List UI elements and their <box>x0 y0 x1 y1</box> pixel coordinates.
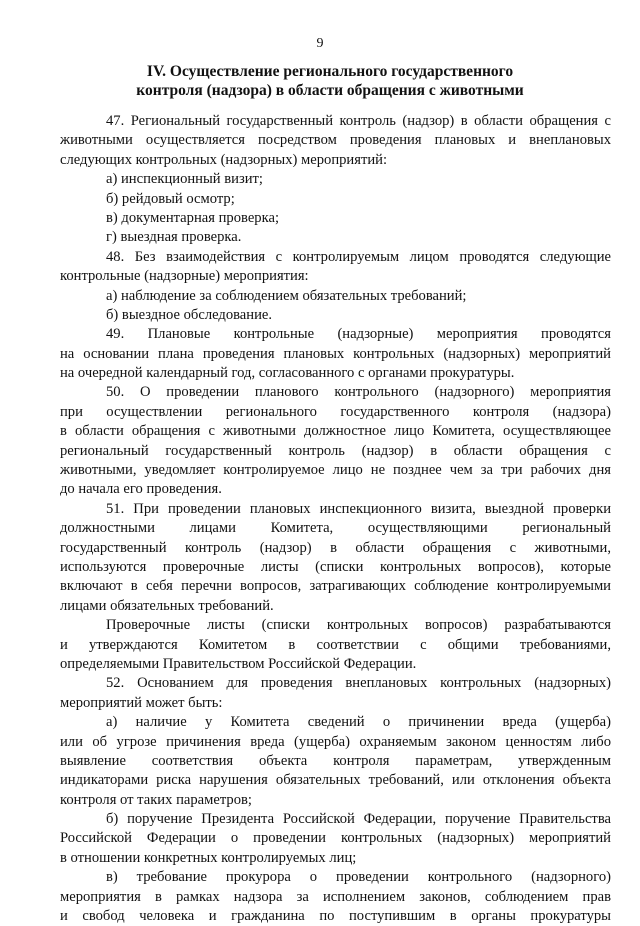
text-line: лицами обязательных требований. <box>60 597 274 614</box>
text-line: в отношении конкретных контролируемых лиц; <box>60 849 357 866</box>
text-line: на основании плана проведения плановых контрольных (надзорных) мероприятий <box>60 345 611 362</box>
text-line: контроля от таких параметров; <box>60 791 252 808</box>
text-line: мероприятий может быть: <box>60 694 223 711</box>
text-line: 47. Региональный государственный контроль (надзор) в области обращения с <box>106 113 611 129</box>
text-line: 48. Без взаимодействия с контролируемым лицом проводятся следующие <box>106 248 611 265</box>
text-line: Проверочные листы (списки контрольных вопросов) разрабатываются <box>106 617 611 634</box>
text-line: выявление соответствия объекта контроля параметрам, утвержденным <box>60 752 611 769</box>
text-line: в) требование прокурора о проведении контрольного (надзорного) <box>106 869 611 886</box>
text-line: определяемыми Правительством Российской Федерации. <box>60 655 417 672</box>
text-line: при осуществлении регионального государственного контроля (надзора) <box>60 403 611 420</box>
text-line: 51. При проведении плановых инспекционного визита, выездной проверки <box>106 500 611 517</box>
text-line: животными осуществляется посредством проведения плановых и внеплановых <box>60 132 611 149</box>
text-line: а) наличие у Комитета сведений о причинении вреда (ущерба) <box>106 714 611 731</box>
text-line: должностными лицами Комитета, осуществляющими региональный <box>60 520 611 537</box>
text-line: в области обращения с животными должностное лицо Комитета, осуществляющее <box>60 423 611 440</box>
text-line: мероприятия в рамках надзора за исполнением законов, соблюдением прав <box>60 888 611 905</box>
text-line: б) выездное обследование. <box>106 306 273 323</box>
text-line: или об угрозе причинения вреда (ущерба) охраняемым законом ценностям либо <box>60 733 611 750</box>
text-line: используются проверочные листы (списки контрольных вопросов), которые <box>60 558 611 575</box>
document-body <box>60 112 611 926</box>
text-line: и свобод человека и гражданина по поступившим в органы прокуратуры <box>60 908 611 925</box>
text-line: 52. Основанием для проведения внеплановых контрольных (надзорных) <box>106 675 611 692</box>
text-line: до начала его проведения. <box>60 481 222 498</box>
page-number: 9 <box>316 36 324 51</box>
text-line: 49. Плановые контрольные (надзорные) мероприятия проводятся <box>106 326 611 343</box>
text-line: г) выездная проверка. <box>106 229 242 246</box>
text-line: контрольные (надзорные) мероприятия: <box>60 268 309 285</box>
text-line: а) инспекционный визит; <box>106 171 263 188</box>
text-line: государственный контроль (надзор) в области обращения с животными, <box>60 539 611 556</box>
text-line: включают в себя перечни вопросов, затрагивающих соблюдение контролируемыми <box>60 578 611 595</box>
text-line: б) поручение Президента Российской Федерации, поручение Правительства <box>106 811 611 828</box>
text-line: следующих контрольных (надзорных) мероприятий: <box>60 151 388 168</box>
text-line: региональный государственный контроль (надзор) в области обращения с <box>60 442 611 459</box>
text-line: а) наблюдение за соблюдением обязательных требований; <box>106 287 467 304</box>
text-line: 50. О проведении планового контрольного (надзорного) мероприятия <box>106 384 611 401</box>
section-title-line: контроля (надзора) в области обращения с животными <box>136 82 524 99</box>
text-line: и утверждаются Комитетом в соответствии с общими требованиями, <box>60 636 611 653</box>
text-line: Российской Федерации о проведении контрольных (надзорных) мероприятий <box>60 830 611 847</box>
text-line: в) документарная проверка; <box>106 209 279 226</box>
text-line: индикаторами риска нарушения обязательных требований, или отклонения объекта <box>60 772 611 789</box>
text-line: на очередной календарный год, согласованного с органами прокуратуры. <box>60 365 515 382</box>
section-title <box>60 62 600 100</box>
section-title-line: IV. Осуществление регионального государственного <box>146 63 514 80</box>
text-line: животными, уведомляет контролируемое лицо не позднее чем за три рабочих дня <box>60 462 611 479</box>
text-line: б) рейдовый осмотр; <box>106 190 235 207</box>
